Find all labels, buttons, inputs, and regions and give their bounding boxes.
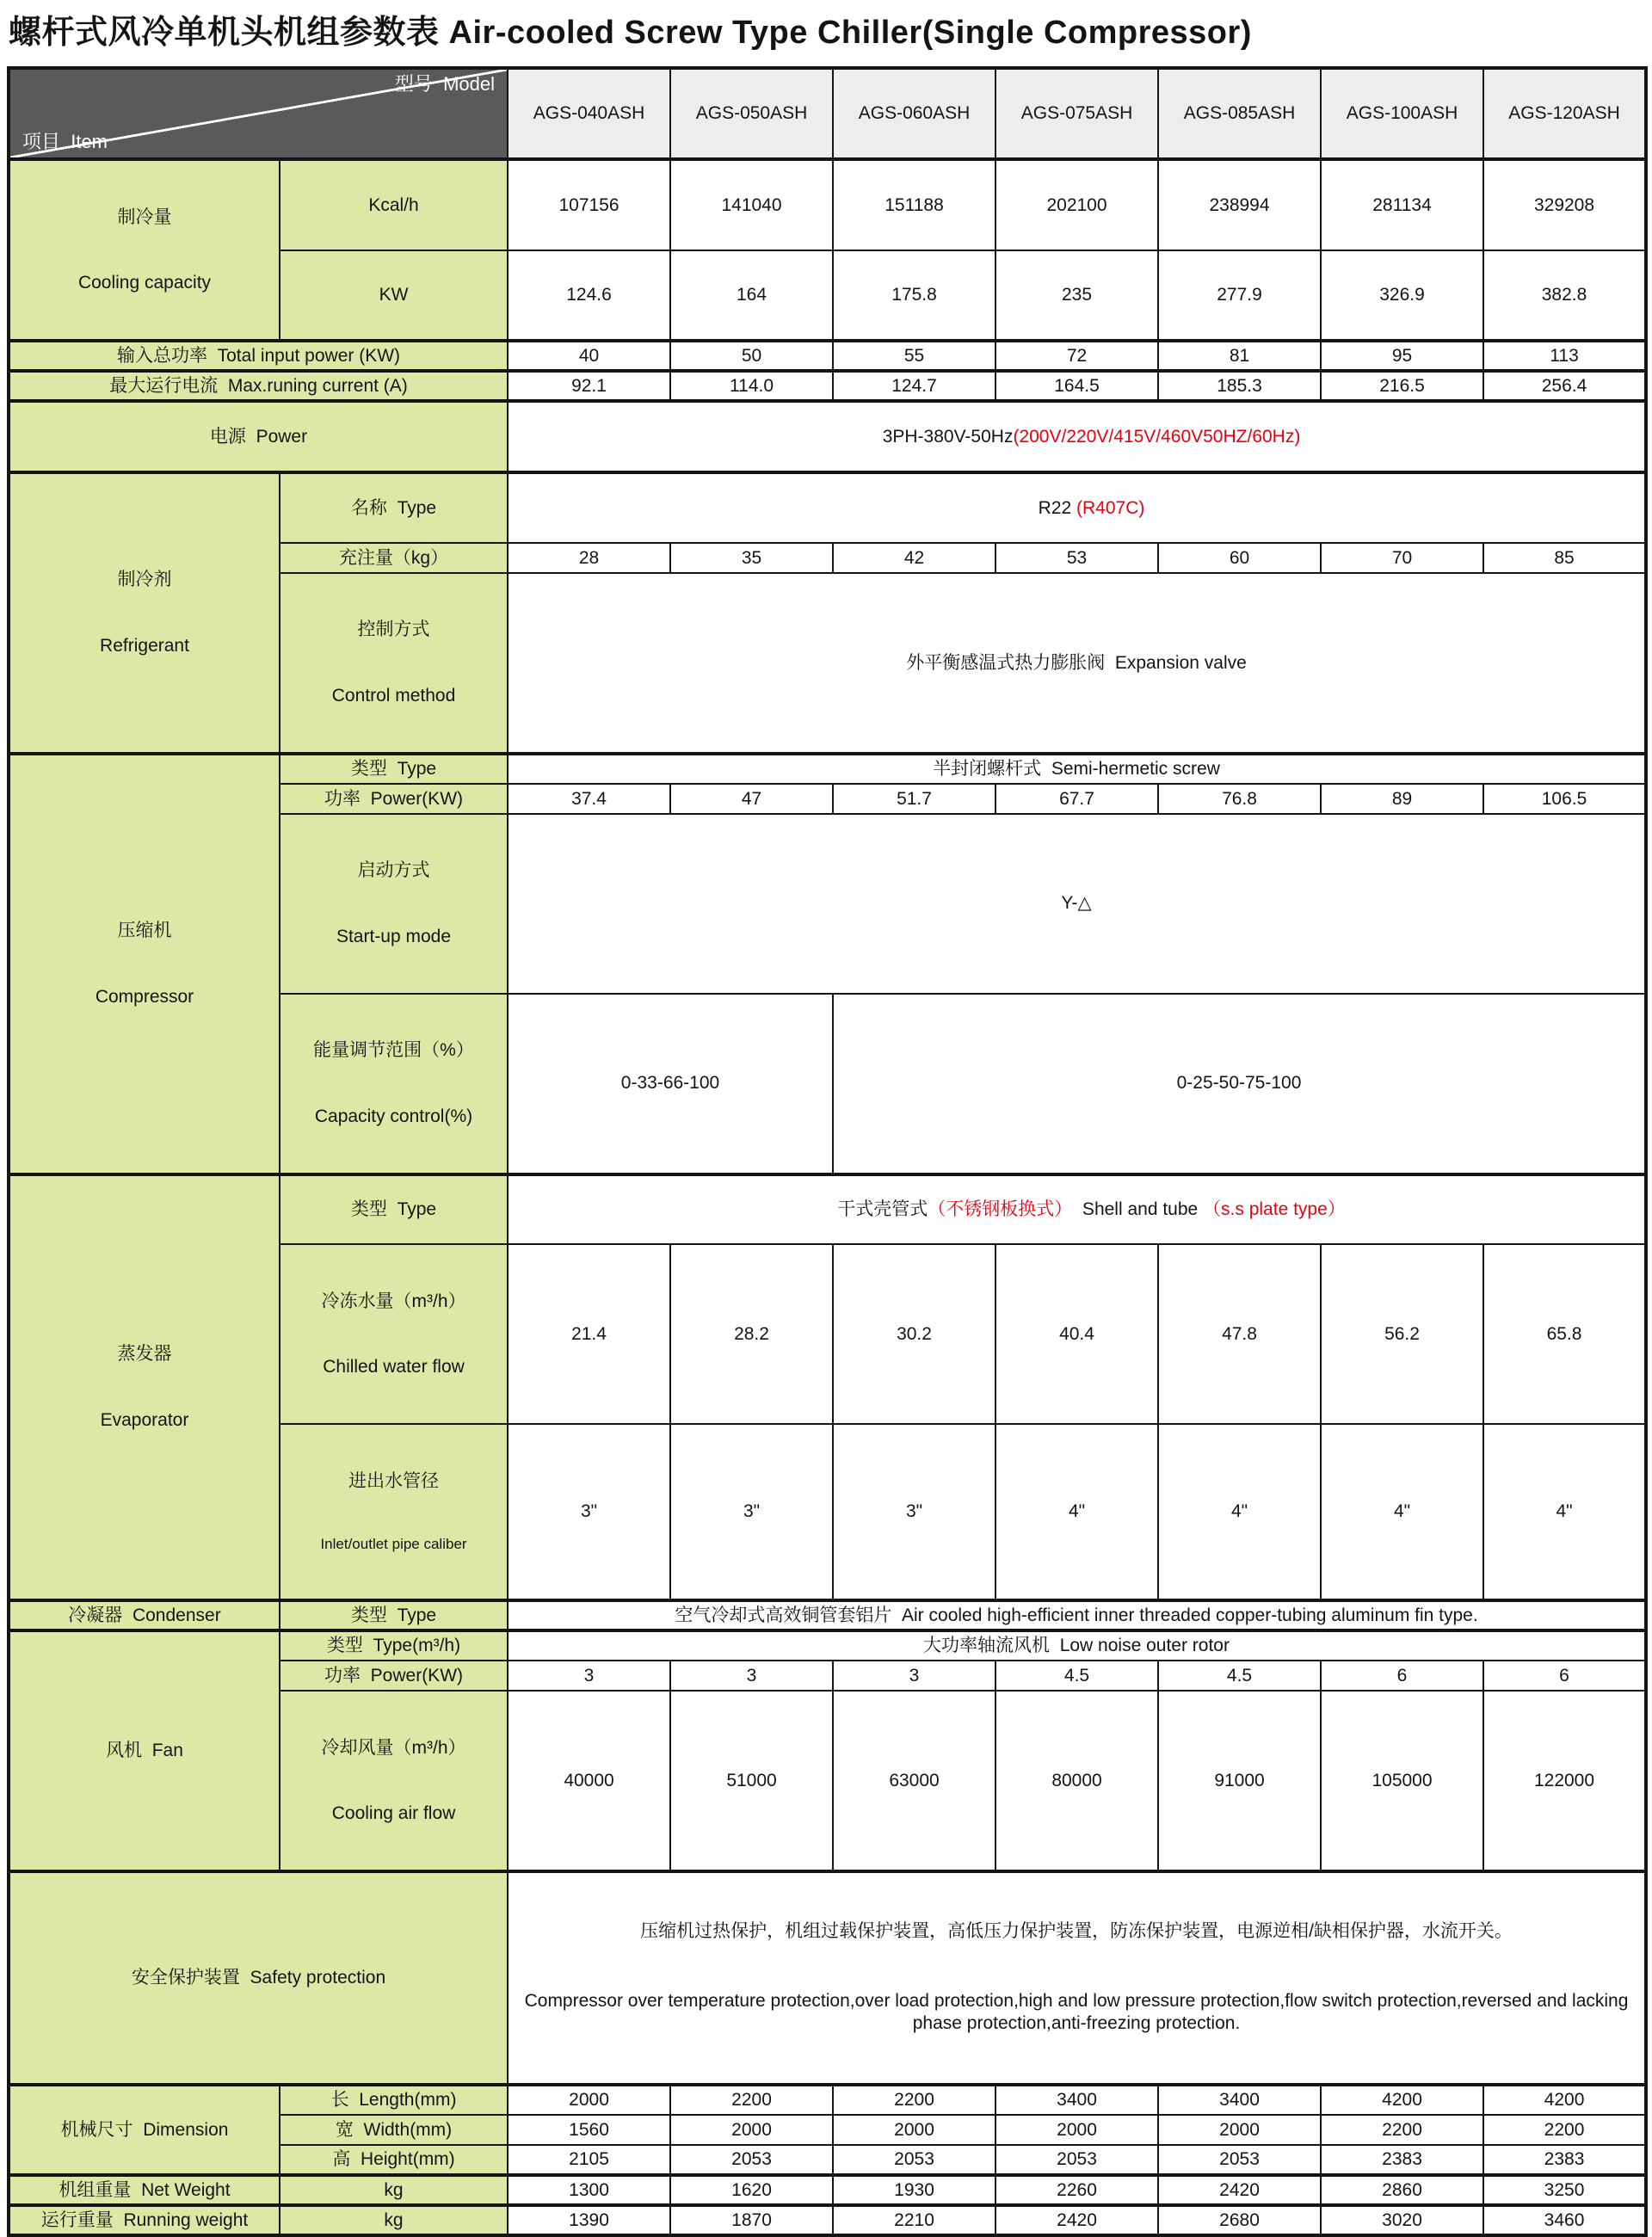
condenser-type-value: 空气冷却式高效铜管套铝片 Air cooled high-efficient inner threaded copper-tubing aluminum fin type. [508, 1600, 1646, 1630]
row-label: 名称 Type [280, 472, 508, 543]
value-cell: 80000 [996, 1691, 1158, 1871]
unit-label: kg [280, 2175, 508, 2205]
label-zh: 控制方式 [357, 619, 430, 640]
row-label [280, 1424, 508, 1600]
group-label-refrigerant [9, 472, 280, 754]
value-cell: 35 [670, 543, 833, 573]
value-cell: 238994 [1158, 159, 1321, 250]
value-cell: 95 [1321, 341, 1483, 371]
value-cell: 277.9 [1158, 250, 1321, 341]
model-header: AGS-040ASH [508, 68, 670, 159]
value-cell: 2053 [670, 2145, 833, 2175]
row-label: 电源 Power [9, 401, 508, 472]
safety-line-zh: 压缩机过热保护，机组过载保护装置，高低压力保护装置，防冻保护装置，电源逆相/缺相保护器，水流开关。 [640, 1920, 1513, 1941]
label-en: Evaporator [100, 1410, 189, 1431]
label-en: Control method [331, 686, 456, 706]
value-cell: 2210 [833, 2205, 996, 2235]
label-en: Chilled water flow [323, 1357, 465, 1377]
value-cell: 106.5 [1483, 784, 1646, 814]
model-header: AGS-120ASH [1483, 68, 1646, 159]
group-label-condenser: 冷凝器 Condenser [9, 1600, 280, 1630]
group-label-compressor [9, 754, 280, 1174]
label-zh: 冷冻水量（m³/h） [321, 1291, 466, 1311]
power-supply-value [508, 401, 1646, 472]
value-cell: 4200 [1321, 2085, 1483, 2115]
value-cell: 4" [1321, 1424, 1483, 1600]
unit-label: kg [280, 2205, 508, 2235]
value-cell: 114.0 [670, 371, 833, 401]
value-cell: 40 [508, 341, 670, 371]
value-cell: 1560 [508, 2115, 670, 2145]
value-cell: 4" [1158, 1424, 1321, 1600]
value-cell: 124.7 [833, 371, 996, 401]
row-refrigerant-name [9, 472, 1646, 543]
value-cell: 53 [996, 543, 1158, 573]
value-cell: 30.2 [833, 1244, 996, 1424]
label-en: Cooling capacity [77, 273, 212, 293]
label-zh: 冷却风量（m³/h） [321, 1737, 466, 1758]
value-cell: 2105 [508, 2145, 670, 2175]
value-cell: 164 [670, 250, 833, 341]
row-label: 类型 Type [280, 754, 508, 784]
label-en: Cooling air flow [331, 1803, 456, 1824]
value-cell: 56.2 [1321, 1244, 1483, 1424]
value-cell: 51000 [670, 1691, 833, 1871]
label-zh: 能量调节范围（%） [313, 1039, 474, 1060]
value-cell: 3400 [996, 2085, 1158, 2115]
value-cell: 281134 [1321, 159, 1483, 250]
row-label: 长 Length(mm) [280, 2085, 508, 2115]
value-cell: 70 [1321, 543, 1483, 573]
value-cell: 2260 [996, 2175, 1158, 2205]
value-cell: 113 [1483, 341, 1646, 371]
safety-value [508, 1871, 1646, 2085]
value-cell: 2420 [1158, 2175, 1321, 2205]
row-label: 高 Height(mm) [280, 2145, 508, 2175]
group-label-fan: 风机 Fan [9, 1630, 280, 1871]
row-dimension-length [9, 2085, 1646, 2115]
label-zh: 压缩机 [117, 921, 172, 940]
value-cell: 2200 [670, 2085, 833, 2115]
value-cell: 151188 [833, 159, 996, 250]
model-header: AGS-050ASH [670, 68, 833, 159]
value-cell: 4" [996, 1424, 1158, 1600]
model-header: AGS-075ASH [996, 68, 1158, 159]
model-header: AGS-085ASH [1158, 68, 1321, 159]
value-cell: 91000 [1158, 1691, 1321, 1871]
value-main: 3PH-380V-50Hz [882, 426, 1014, 447]
value-cell: 2053 [1158, 2145, 1321, 2175]
value-cell: 3460 [1483, 2205, 1646, 2235]
label-en: Compressor [95, 986, 194, 1007]
fan-type-value: 大功率轴流风机 Low noise outer rotor [508, 1630, 1646, 1661]
row-input-power [9, 341, 1646, 371]
value-cell: 1620 [670, 2175, 833, 2205]
label-en: Refrigerant [100, 636, 189, 656]
corner-model-label: 型号 Model [394, 73, 496, 95]
row-label: 安全保护装置 Safety protection [9, 1871, 508, 2085]
label-text: 运行重量 Running weight [40, 2209, 249, 2230]
row-net-weight [9, 2175, 1646, 2205]
label-zh: 制冷量 [117, 206, 172, 227]
value-cell: 42 [833, 543, 996, 573]
value-cell: 81 [1158, 341, 1321, 371]
value-cell: 175.8 [833, 250, 996, 341]
value-cell: 3020 [1321, 2205, 1483, 2235]
group-label-evaporator [9, 1174, 280, 1601]
value-cell: 67.7 [996, 784, 1158, 814]
row-label [280, 994, 508, 1174]
row-max-current [9, 371, 1646, 401]
value-cell: 4" [1483, 1424, 1646, 1600]
value-cell: 60 [1158, 543, 1321, 573]
value-cell: 47 [670, 784, 833, 814]
value-cell: 2200 [1321, 2115, 1483, 2145]
value-cell: 382.8 [1483, 250, 1646, 341]
value-cell: 329208 [1483, 159, 1646, 250]
unit-label: KW [280, 250, 508, 341]
value-cell: 51.7 [833, 784, 996, 814]
label-zh: 制冷剂 [117, 570, 172, 590]
value-cell: 2000 [670, 2115, 833, 2145]
row-label: 输入总功率 Total input power (KW) [9, 341, 508, 371]
value-cell: 85 [1483, 543, 1646, 573]
model-header: AGS-060ASH [833, 68, 996, 159]
value-cell: 3250 [1483, 2175, 1646, 2205]
spec-table [7, 66, 1648, 2237]
value-cell: 141040 [670, 159, 833, 250]
label-zh: 进出水管径 [348, 1470, 439, 1491]
control-method-value: 外平衡感温式热力膨胀阀 Expansion valve [508, 573, 1646, 754]
value-cell: 2680 [1158, 2205, 1321, 2235]
row-label: 类型 Type [280, 1600, 508, 1630]
value-cell: 63000 [833, 1691, 996, 1871]
value-cell: 1870 [670, 2205, 833, 2235]
label-en: Inlet/outlet pipe caliber [320, 1536, 467, 1553]
value-red: (200V/220V/415V/460V50HZ/60Hz) [1013, 426, 1301, 447]
corner-cell [9, 68, 508, 159]
value-cell: 2000 [508, 2085, 670, 2115]
value-cell: 50 [670, 341, 833, 371]
row-safety [9, 1871, 1646, 2085]
group-label-dimension: 机械尺寸 Dimension [9, 2085, 280, 2175]
value-cell: 65.8 [1483, 1244, 1646, 1424]
row-condenser [9, 1600, 1646, 1630]
value-cell: 1300 [508, 2175, 670, 2205]
value-cell: 3" [508, 1424, 670, 1600]
value-cell: 47.8 [1158, 1244, 1321, 1424]
row-label: 最大运行电流 Max.runing current (A) [9, 371, 508, 401]
value-cell: 326.9 [1321, 250, 1483, 341]
value-cell: 3400 [1158, 2085, 1321, 2115]
value-cell: 6 [1483, 1661, 1646, 1691]
value-cell: 235 [996, 250, 1158, 341]
value-cell: 2000 [996, 2115, 1158, 2145]
value-cell: 3" [833, 1424, 996, 1600]
label-en: Capacity control(%) [314, 1106, 473, 1126]
value-cell: 28.2 [670, 1244, 833, 1424]
compressor-type-value: 半封闭螺杆式 Semi-hermetic screw [508, 754, 1646, 784]
safety-line-en: Compressor over temperature protection,over load protection,high and low pressure protection,flow switch protection,reversed and lacking phase protection,anti-freezing protection. [524, 1990, 1634, 2034]
value-cell: 2383 [1483, 2145, 1646, 2175]
value-cell: 4.5 [1158, 1661, 1321, 1691]
value-red: (R407C) [1076, 497, 1145, 518]
group-label-cooling [9, 159, 280, 341]
capacity-control-left: 0-33-66-100 [508, 994, 833, 1174]
label-zh: 启动方式 [357, 860, 430, 881]
value-cell: 4200 [1483, 2085, 1646, 2115]
row-label [280, 1691, 508, 1871]
value-cell: 2200 [833, 2085, 996, 2115]
row-compressor-type [9, 754, 1646, 784]
row-label: 宽 Width(mm) [280, 2115, 508, 2145]
row-label [280, 1244, 508, 1424]
row-power-supply [9, 401, 1646, 472]
row-label: 功率 Power(KW) [280, 1661, 508, 1691]
value-cell: 76.8 [1158, 784, 1321, 814]
value-cell: 2383 [1321, 2145, 1483, 2175]
page-title: 螺杆式风冷单机头机组参数表 Air-cooled Screw Type Chiller(Single Compressor) [9, 15, 1252, 51]
row-evaporator-type [9, 1174, 1646, 1245]
value-part-red: （s.s plate type） [1203, 1199, 1346, 1220]
evaporator-type-value [508, 1174, 1646, 1245]
model-header: AGS-100ASH [1321, 68, 1483, 159]
value-cell: 4.5 [996, 1661, 1158, 1691]
value-cell: 1930 [833, 2175, 996, 2205]
value-cell: 124.6 [508, 250, 670, 341]
value-cell: 55 [833, 341, 996, 371]
value-cell: 37.4 [508, 784, 670, 814]
value-part-red: （不锈钢板换式） [928, 1199, 1073, 1220]
row-fan-type [9, 1630, 1646, 1661]
value-cell: 92.1 [508, 371, 670, 401]
capacity-control-right: 0-25-50-75-100 [833, 994, 1646, 1174]
value-cell: 164.5 [996, 371, 1158, 401]
value-cell: 2420 [996, 2205, 1158, 2235]
startup-mode-value: Y-△ [508, 814, 1646, 994]
value-cell: 122000 [1483, 1691, 1646, 1871]
value-cell: 185.3 [1158, 371, 1321, 401]
value-cell: 202100 [996, 159, 1158, 250]
value-part: Shell and tube [1072, 1199, 1204, 1220]
value-cell: 6 [1321, 1661, 1483, 1691]
value-cell: 72 [996, 341, 1158, 371]
value-cell: 3 [508, 1661, 670, 1691]
value-cell: 40.4 [996, 1244, 1158, 1424]
value-cell: 28 [508, 543, 670, 573]
row-label: 类型 Type(m³/h) [280, 1630, 508, 1661]
row-running-weight [9, 2205, 1646, 2235]
refrigerant-name-value [508, 472, 1646, 543]
value-cell: 40000 [508, 1691, 670, 1871]
value-cell: 2200 [1483, 2115, 1646, 2145]
value-cell: 1390 [508, 2205, 670, 2235]
row-label: 功率 Power(KW) [280, 784, 508, 814]
label-zh: 蒸发器 [117, 1344, 172, 1365]
value-main: R22 [1038, 497, 1077, 518]
value-cell: 216.5 [1321, 371, 1483, 401]
value-cell: 3 [833, 1661, 996, 1691]
row-label [280, 573, 508, 754]
value-cell: 105000 [1321, 1691, 1483, 1871]
header-row [9, 68, 1646, 159]
row-label [9, 2205, 280, 2235]
value-cell: 21.4 [508, 1244, 670, 1424]
value-cell: 2053 [833, 2145, 996, 2175]
unit-label: Kcal/h [280, 159, 508, 250]
row-label [280, 814, 508, 994]
value-cell: 107156 [508, 159, 670, 250]
row-cooling-kcal [9, 159, 1646, 250]
value-cell: 3 [670, 1661, 833, 1691]
row-label: 充注量（kg） [280, 543, 508, 573]
value-cell: 2000 [833, 2115, 996, 2145]
value-cell: 2860 [1321, 2175, 1483, 2205]
value-cell: 89 [1321, 784, 1483, 814]
value-cell: 256.4 [1483, 371, 1646, 401]
value-cell: 3" [670, 1424, 833, 1600]
row-label: 机组重量 Net Weight [9, 2175, 280, 2205]
label-en: Start-up mode [336, 926, 452, 946]
value-cell: 2053 [996, 2145, 1158, 2175]
row-label: 类型 Type [280, 1174, 508, 1245]
corner-item-label: 项目 Item [22, 130, 108, 152]
value-cell: 2000 [1158, 2115, 1321, 2145]
value-part: 干式壳管式 [837, 1199, 928, 1220]
